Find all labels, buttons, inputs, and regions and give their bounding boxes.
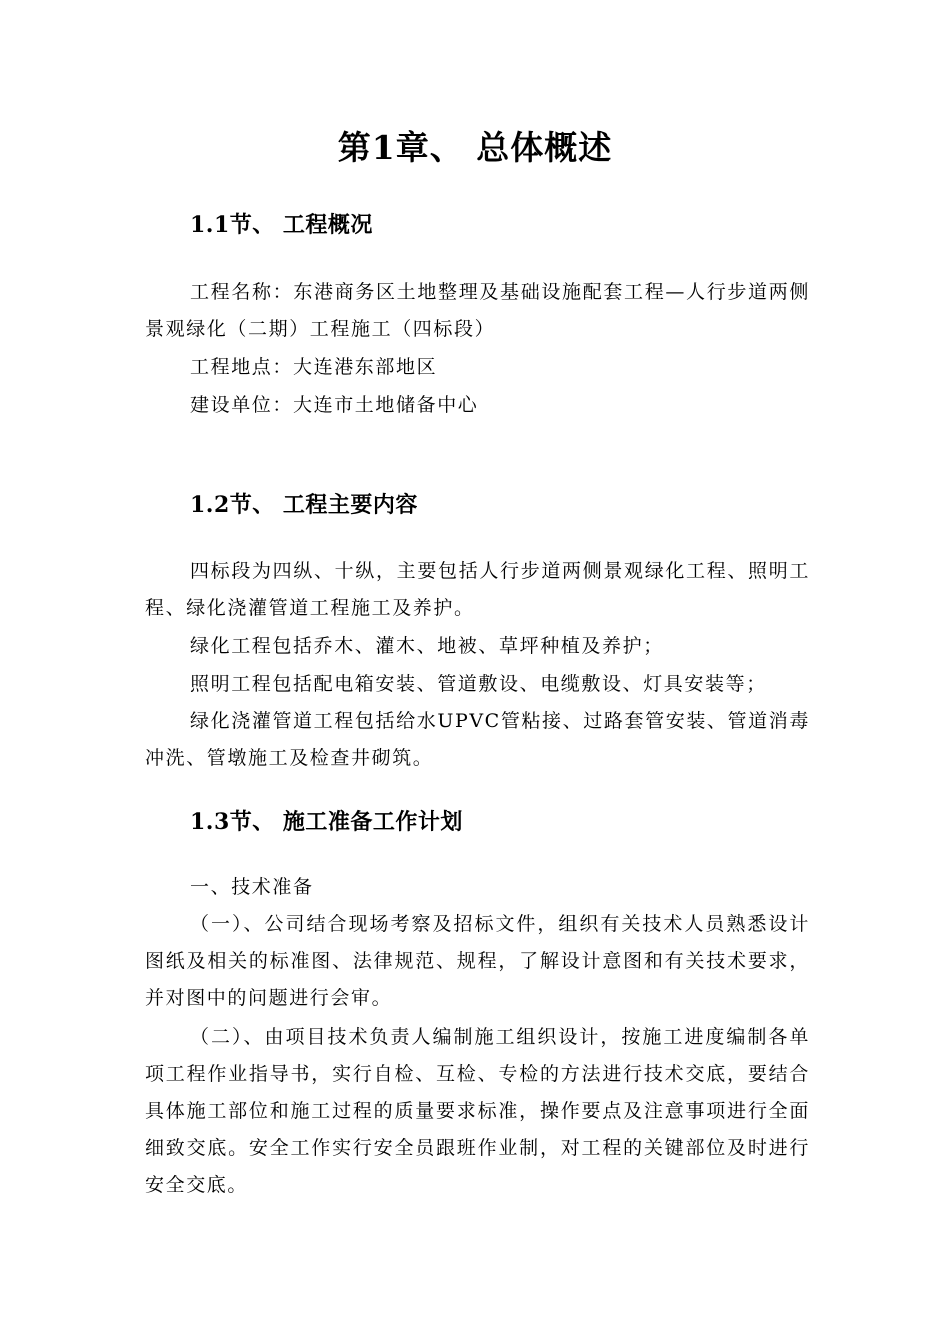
section-heading-1-1: 1.1节、 工程概况 [190,212,373,238]
chapter-title: 第1章、 总体概述 [337,128,613,167]
section-heading-1-2: 1.2节、 工程主要内容 [190,492,418,518]
paragraph-lighting-works: 照明工程包括配电箱安装、管道敷设、电缆敷设、灯具安装等； [190,673,767,695]
paragraph-construction-unit: 建设单位：大连市土地储备中心 [190,394,479,416]
paragraph-item-two: （二）、由项目技术负责人编制施工组织设计，按施工进度编制各单项工程作业指导书，实行自检、互检、专检的方法进行技术交底，要结合具体施工部位和施工过程的质量要求标准，操作要点及注意事项进行全面细致交底。安全工作实行安全员跟班作业制，对工程的关键部位及时进行安全交底。 [145,1026,810,1196]
paragraph-technical-preparation: 一、技术准备 [190,876,314,898]
paragraph-main-content: 四标段为四纵、十纵，主要包括人行步道两侧景观绿化工程、照明工程、绿化浇灌管道工程施工及养护。 [145,560,810,619]
paragraph-irrigation-works: 绿化浇灌管道工程包括给水UPVC管粘接、过路套管安装、管道消毒冲洗、管墩施工及检查井砌筑。 [145,710,810,769]
paragraph-greening-works: 绿化工程包括乔木、灌木、地被、草坪种植及养护； [190,635,664,657]
paragraph-project-location: 工程地点：大连港东部地区 [190,356,438,378]
paragraph-item-one: （一）、公司结合现场考察及招标文件，组织有关技术人员熟悉设计图纸及相关的标准图、法律规范、规程，了解设计意图和有关技术要求，并对图中的问题进行会审。 [145,913,810,1009]
paragraph-project-name: 工程名称：东港商务区土地整理及基础设施配套工程—人行步道两侧景观绿化（二期）工程施工（四标段） [145,281,810,340]
section-heading-1-3: 1.3节、 施工准备工作计划 [190,809,463,835]
